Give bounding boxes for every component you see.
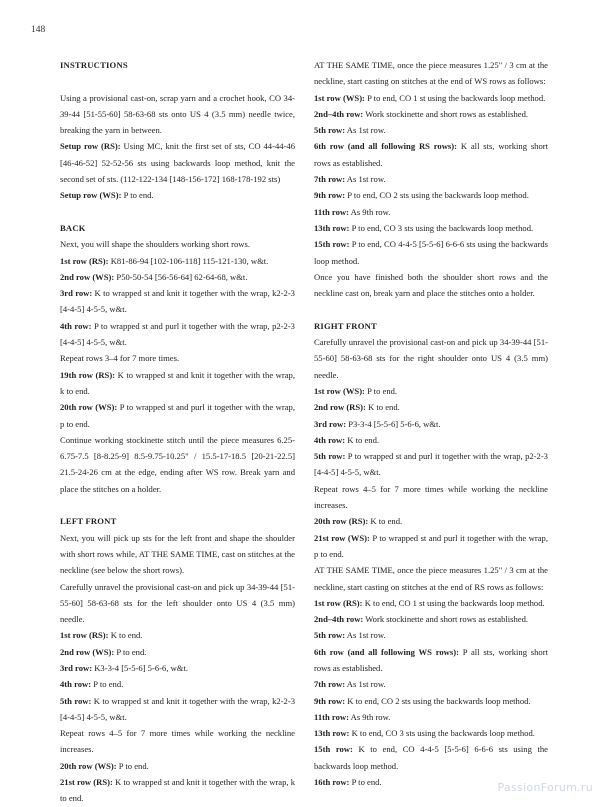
instruction-paragraph [314,334,548,383]
paragraph-spacer [60,73,295,89]
instruction-text: P to end. [349,777,382,788]
row-label: 21st row (WS): [314,532,370,543]
instruction-text: P to end. [116,760,149,771]
row-label: 20th row (WS): [60,760,117,771]
instruction-text: P50-50-54 [56-56-64] 62-64-68, w&t. [114,271,248,282]
instruction-paragraph [314,416,548,432]
row-label: 4th row: [60,679,92,690]
row-label: 11th row: [314,711,349,722]
row-label: 5th row: [314,630,346,641]
instruction-paragraph [314,187,548,203]
instruction-paragraph [60,236,295,252]
instruction-text: P to end, CO 2 sts using the backwards loop method. [345,190,529,201]
instruction-text: P to end. [121,190,154,201]
instruction-paragraph [314,644,548,677]
instruction-paragraph [314,171,548,187]
instruction-text: P to wrapped st and purl it together with the wrap, p2-2-3 [4-4-5] 4-5-5, w&t. [314,451,548,478]
row-label: 3rd row: [60,288,93,299]
row-label: 16th row: [314,777,350,788]
instruction-paragraph [60,758,295,774]
instruction-paragraph [60,318,295,351]
instruction-text: As 9th row. [348,206,391,217]
row-label: 19th row (RS): [60,369,116,380]
instruction-paragraph [60,676,295,692]
instruction-paragraph [60,138,295,187]
instruction-text: AT THE SAME TIME, once the piece measures 1.25" / 3 cm at the neckline, start casting on stitches at the end of RS rows as follows: [314,565,548,592]
row-label: 6th row (and all following WS rows): [314,646,459,657]
instruction-paragraph [60,269,295,285]
instruction-text: K to end, CO 1 st using the backwards loop method. [362,597,545,608]
instruction-paragraph [314,627,548,643]
instruction-paragraph [60,693,295,726]
row-label: 1st row (RS): [314,597,363,608]
instruction-paragraph [314,562,548,595]
instruction-paragraph [314,725,548,741]
instruction-paragraph [314,513,548,529]
row-label: 7th row: [314,174,346,185]
row-label: 11th row: [314,206,349,217]
instruction-text: K81-86-94 [102-106-118] 115-121-130, w&t. [108,255,269,266]
row-label: 1st row (WS): [314,92,365,103]
row-label: 9th row: [314,190,346,201]
instruction-text: P3-3-4 [5-5-6] 5-6-6, w&t. [346,418,441,429]
instruction-paragraph [60,774,295,807]
instruction-text: As 9th row. [348,711,391,722]
instruction-text: P to wrapped st and purl it together with the wrap, p to end. [60,402,295,429]
paragraph-spacer [60,497,295,513]
row-label: Setup row (RS): [60,141,121,152]
instruction-paragraph [60,253,295,269]
instruction-text: K3-3-4 [5-5-6] 5-6-6, w&t. [92,662,189,673]
row-label: 2nd row (WS): [60,646,115,657]
row-label: 13th row: [314,222,350,233]
instruction-text: P to end. [91,679,124,690]
instruction-text: As 1st row. [345,679,386,690]
instruction-paragraph [314,269,548,302]
instruction-text: Using a provisional cast-on, scrap yarn and a crochet hook, CO 34-39-44 [51-55-60] 58-63-68 sts onto US 4 (3.5 mm) needle twice, breaking the yarn in between. [60,92,295,136]
section-heading: INSTRUCTIONS [60,60,128,70]
instruction-text: K to wrapped st and knit it together with the wrap, k2-2-3 [4-4-5] 4-5-5, w&t. [60,288,295,315]
right-column [314,57,548,790]
instruction-text: K to end, CO 4-4-5 [5-5-6] 6-6-6 sts using the backwards loop method. [314,744,548,771]
instruction-text: Next, you will shape the shoulders working short rows. [60,239,250,250]
instruction-paragraph [60,644,295,660]
instruction-text: Once you have finished both the shoulder short rows and the neckline cast on, break yarn and place the stitches onto a holder. [314,271,548,299]
instruction-paragraph [60,285,295,318]
instruction-text: K to end, CO 2 sts using the backwards loop method. [345,695,531,706]
row-label: 20th row (RS): [314,516,369,527]
instruction-text: K all sts, working short rows as established. [314,141,549,168]
instruction-text: P to end, CO 1 st using the backwards loop method. [364,92,546,103]
instruction-text: P to end, CO 3 sts using the backwards loop method. [349,222,534,233]
instruction-text: P to end. [114,646,147,657]
row-label: 20th row (WS): [60,402,118,413]
instruction-paragraph [314,448,548,481]
row-label: 6th row (and all following RS rows): [314,141,457,152]
instruction-paragraph [314,57,548,90]
instruction-paragraph [314,709,548,725]
row-label: 21st row (RS): [60,777,113,788]
instruction-paragraph [60,350,295,366]
instruction-text: K to end. [108,630,143,641]
row-label: 15th row: [314,744,353,755]
instruction-text: K to end. [365,402,400,413]
row-label: 1st row (WS): [314,385,365,396]
instruction-text: K to end. [368,516,403,527]
instruction-paragraph [60,530,295,579]
section-heading: BACK [60,222,86,233]
instruction-paragraph [314,138,548,171]
instruction-text: AT THE SAME TIME, once the piece measures 1.25" / 3 cm at the neckline, start casting on stitches at the end of WS rows as follows: [314,60,548,87]
row-label: 7th row: [314,679,346,690]
instruction-paragraph [314,220,548,236]
instruction-text: K to wrapped st and knit it together with the wrap, k2-2-3 [4-4-5] 4-5-5, w&t. [60,695,295,722]
instruction-text: As 1st row. [345,630,386,641]
instruction-text: Carefully unravel the provisional cast-on and pick up 34-39-44 [51-55-60] 58-63-68 sts for the right shoulder onto US 4 (3.5 mm) needle. [314,337,548,380]
instruction-paragraph [314,432,548,448]
instruction-text: K to wrapped st and knit it together with the wrap, k to end. [60,777,295,804]
section-heading: LEFT FRONT [60,516,117,527]
instruction-paragraph [314,676,548,692]
instruction-text: Carefully unravel the provisional cast-on and pick up 34-39-44 [51-55-60] 58-63-68 sts for the left shoulder onto US 4 (3.5 mm) needle. [60,581,295,625]
paragraph-spacer [60,204,295,220]
left-column [60,57,295,807]
instruction-text: Repeat rows 3–4 for 7 more times. [60,353,180,364]
instruction-paragraph [314,122,548,138]
instruction-text: Work stockinette and short rows as established. [363,108,529,119]
instruction-paragraph [314,106,548,122]
row-label: 3rd row: [60,662,93,673]
instruction-paragraph [314,693,548,709]
instruction-text: Repeat rows 4–5 for 7 more times while working the neckline increases. [314,483,548,511]
instruction-text: K to wrapped st and knit it together with the wrap, k to end. [60,369,295,396]
instruction-text: K to end, CO 3 sts using the backwards loop method. [349,728,535,739]
instruction-text: Work stockinette and short rows as established. [363,614,529,625]
instruction-paragraph [314,204,548,220]
instruction-text: As 1st row. [345,125,386,136]
instruction-text: Next, you will pick up sts for the left front and shape the shoulder with short rows while, AT THE SAME TIME, cast on stitches at the neckline (see below the short rows). [60,532,295,576]
row-label: 2nd row (RS): [314,402,366,413]
row-label: 9th row: [314,695,346,706]
instruction-paragraph [60,90,295,139]
paragraph-spacer [314,301,548,317]
row-label: 2nd–4th row: [314,614,364,625]
instruction-paragraph [314,741,548,774]
row-label: 13th row: [314,728,350,739]
row-label: 5th row: [314,451,346,462]
row-label: 2nd row (WS): [60,271,115,282]
instruction-paragraph [60,367,295,400]
instruction-text: P to wrapped st and purl it together with the wrap, p2-2-3 [4-4-5] 4-5-5, w&t. [60,320,295,348]
instruction-text: P to end. [364,385,398,396]
instruction-paragraph [60,399,295,432]
watermark: PassionForum.ru [497,781,593,794]
instruction-text: P all sts, working short rows as established. [314,646,548,673]
row-label: Setup row (WS): [60,190,122,201]
instruction-paragraph [314,530,548,563]
instruction-paragraph [314,481,548,514]
row-label: 1st row (RS): [60,255,109,266]
instruction-text: Continue working stockinette stitch until the piece measures 6.25-6.75-7.5 [8-8.25-9] 8.5-9.75-10.25" / 15.5-17-18.5 [20-21-22.5] 21.5-24-26 cm at the edge, ending after WS row. Break yarn and place the stitches on a holder. [60,434,295,494]
instruction-text: P to wrapped st and purl it together with the wrap, p to end. [314,532,549,559]
instruction-text: Repeat rows 4–5 for 7 more times while working the neckline increases. [60,728,295,755]
instruction-text: K to end. [345,434,380,445]
row-label: 5th row: [314,125,346,136]
instruction-paragraph [60,187,295,203]
row-label: 4th row: [314,434,346,445]
row-label: 2nd–4th row: [314,108,364,119]
instruction-paragraph [60,432,295,497]
instruction-paragraph [314,595,548,611]
instruction-paragraph [60,627,295,643]
instruction-paragraph [314,399,548,415]
instruction-text: P to end, CO 4-4-5 [5-5-6] 6-6-6 sts using the backwards loop method. [314,239,548,266]
instruction-paragraph [314,90,548,106]
instruction-text: As 1st row. [345,174,386,185]
row-label: 3rd row: [314,418,347,429]
row-label: 4th row: [60,320,92,331]
instruction-paragraph [60,725,295,758]
page-number: 148 [31,25,46,35]
instruction-paragraph [314,236,548,269]
row-label: 5th row: [60,695,92,706]
row-label: 15th row: [314,239,350,250]
instruction-paragraph [314,383,548,399]
instruction-text: Using MC, knit the first set of sts, CO 44-44-46 [46-46-52] 52-52-56 sts using backwards loop method, knit the second set of sts. (112-122-134 [148-156-172] 168-178-192 sts) [60,141,296,185]
instruction-paragraph [60,660,295,676]
section-heading: RIGHT FRONT [314,320,377,331]
instruction-paragraph [60,579,295,628]
row-label: 1st row (RS): [60,630,109,641]
instruction-paragraph [314,611,548,627]
